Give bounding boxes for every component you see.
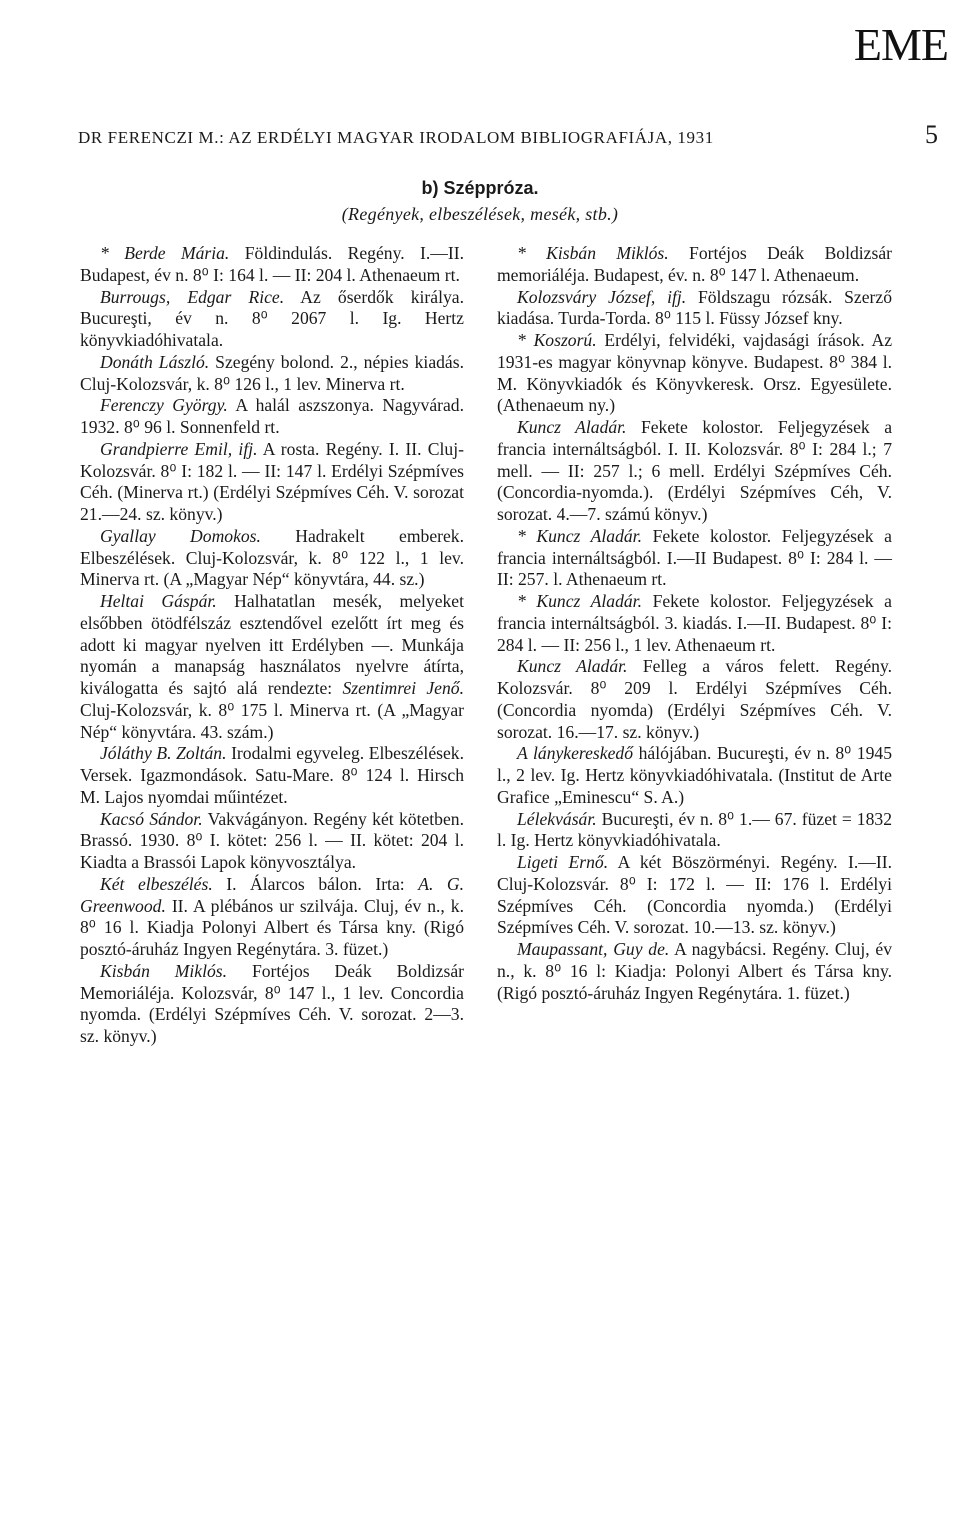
entry-text: A nagybácsi. Regény. Cluj, év n., k. 8⁰ 16 l: Kiadja: Polonyi Albert és Társa kny. (Rigó posztó-áruház Ingyen Regénytára. 1. füzet.) (497, 939, 893, 1003)
entry-author: Kacsó Sándor. (100, 808, 203, 829)
entry-author: Ligeti Ernő. (517, 852, 609, 872)
entry-author: Ferenczy György. (100, 395, 228, 416)
entry-author: Lélekvásár. (517, 808, 597, 829)
entry-text: Vakvágányon. Regény két kötetben. Brassó. 1930. 8⁰ I. kötet: 256 l. — II. kötet: 204 l. Kiadta a Brassói Lapok könyvosztálya. (80, 808, 464, 872)
bibliography-entry (497, 809, 892, 853)
entry-text: Hadrakelt emberek. Elbeszélések. Cluj-Kolozsvár, k. 8⁰ 122 l., 1 lev. Minerva rt. (A „Magyar Nép“ könyvtára, 44. sz.) (80, 525, 464, 590)
bibliography-entry (497, 939, 892, 1004)
entry-author: * Berde Mária. (100, 243, 230, 263)
bibliography-entry (497, 417, 892, 526)
entry-text: Földindulás. Regény. I.—II. Budapest, év n. 8⁰ I: 164 l. — II: 204 l. Athenaeum rt. (80, 243, 464, 285)
entry-author: Donáth László. (100, 351, 210, 372)
entry-author: * Koszorú. (517, 330, 597, 350)
entry-author: Jóláthy B. Zoltán. (100, 743, 227, 764)
section-title: b) Széppróza. (421, 178, 539, 198)
entry-text: Fekete kolostor. Feljegyzések a francia internáltságból. 3. kiadás. I.—II. Budapest. 8⁰ I: 284 l. — II: 256 l., 1 lev. Athenaeum rt. (497, 591, 892, 655)
bibliography-entry (80, 287, 464, 352)
entry-author: Kolozsváry József, ifj. (517, 286, 687, 307)
left-column (80, 243, 464, 1048)
entry-text: Bucureşti, év n. 8⁰ 1.— 67. füzet = 1832 l. Ig. Hertz könyvkiadóhivatala. (497, 808, 892, 851)
bibliography-entry (80, 743, 464, 808)
bibliography-entry (497, 591, 892, 656)
entry-text: A két Böszörményi. Regény. I.—II. Cluj-Kolozsvár. 8⁰ I: 172 l. — II: 176 l. Erdélyi Szépmíves Céh. (Concordia nyomda.) (Erdélyi Szépmíves Céh. V. sorozat. 10.—13. sz. könyv.) (497, 852, 892, 938)
entry-person: Szentimrei Jenő. (342, 678, 464, 698)
bibliography-entry (497, 330, 892, 417)
page-number: 5 (925, 120, 938, 149)
entry-text: Az őserdők királya. Bucureşti, év n. 8⁰ 2067 l. Ig. Hertz könyvkiadóhivatala. (80, 286, 464, 350)
entry-text: Fekete kolostor. Feljegyzések a francia internáltságból. I.—II Budapest. 8⁰ I: 284 l. — II: 257. l. Athenaeum rt. (497, 525, 892, 590)
entry-author: Kuncz Aladár. (517, 417, 627, 437)
bibliography-entry (80, 439, 464, 526)
entry-text: Irodalmi egyveleg. Elbeszélések. Versek. Igazmondások. Satu-Mare. 8⁰ 124 l. Hirsch M. Lajos nyomdai műintézet. (80, 743, 464, 807)
running-head-title: DR FERENCZI M.: AZ ERDÉLYI MAGYAR IRODALOM BIBLIOGRAFIÁJA, 1931 (78, 128, 714, 147)
entry-text: hálójában. Bucureşti, év n. 8⁰ 1945 l., 2 lev. Ig. Hertz könyvkiadóhivatala. (Institut de Arte Grafice „Eminescu“ S. A.) (497, 743, 892, 807)
entry-author: Kuncz Aladár. (517, 656, 628, 677)
entry-author: Maupassant, Guy de. (517, 939, 670, 959)
bibliography-entry (80, 874, 464, 961)
entry-person: A. G. Greenwood. (80, 873, 464, 916)
bibliography-entry (80, 591, 464, 743)
entry-text-tail: II. A plébános ur szilvája. Cluj, év n., k. 8⁰ 16 l. Kiadja Polonyi Albert és Társa kny. (Rigó posztó-áruház Ingyen Regénytára. 3. füzet.) (80, 895, 464, 959)
entry-author: * Kuncz Aladár. (517, 591, 642, 611)
entry-text: A halál aszszonya. Nagyvárad. 1932. 8⁰ 96 l. Sonnenfeld rt. (80, 395, 465, 437)
entry-author: Két elbeszélés. (100, 873, 213, 894)
entry-text: Fortéjos Deák Boldizsár Memoriáléja. Kolozsvár, 8⁰ 147 l., 1 lev. Concordia nyomda. (Erdélyi Szépmíves Céh. V. sorozat. 2—3. sz. könyv.) (80, 960, 464, 1046)
bibliography-entry (497, 526, 892, 591)
bibliography-entry (497, 852, 892, 939)
section-subtitle: (Regények, elbeszélések, mesék, stb.) (341, 204, 619, 224)
bibliography-entry (80, 961, 464, 1048)
entry-text: Fekete kolostor. Feljegyzések a francia internáltságból. I. II. Kolozsvár. 8⁰ I: 284 l.; 7 mell. — II: 257 l.; 6 mell. Erdélyi Szépmíves Céh. (Concordia-nyomda.). (Erdélyi Szépmíves Céh, V. sorozat. 4.—7. számú könyv.) (497, 417, 893, 524)
bibliography-entry (80, 526, 464, 591)
bibliography-entry (80, 395, 464, 439)
bibliography-entry (497, 743, 892, 808)
bibliography-entry (80, 809, 464, 874)
entry-author: Burrougs, Edgar Rice. (100, 286, 285, 307)
entry-text: Erdélyi, felvidéki, vajdasági írások. Az 1931-es magyar könyvnap könyve. Budapest. 8⁰ 384 l. M. Könyvkiadók és Könyvkeresk. Orsz. Egyesülete. (Athenaeum ny.) (497, 330, 892, 416)
entry-author: * Kuncz Aladár. (517, 525, 642, 546)
bibliography-entry (497, 243, 892, 287)
right-column (497, 243, 892, 1004)
entry-text: Halhatatlan mesék, melyeket elsőbben ötödfélszáz esztendővel ezelőtt írt meg és adott ki magyar nyelven itt Erdélyben —. Munkája nyomán a manapság használatos nyelvre átírta, kiválogatta és sajtó alá rendezte: (80, 591, 464, 698)
entry-text: A rosta. Regény. I. II. Cluj-Kolozsvár. 8⁰ I: 182 l. — II: 147 l. Erdélyi Szépmíves Céh. (Minerva rt.) (Erdélyi Szépmíves Céh. V. sorozat 21.—24. sz. könyv.) (80, 438, 464, 524)
bibliography-entry (80, 243, 464, 287)
entry-author: Heltai Gáspár. (100, 591, 217, 611)
entry-text: Felleg a város felett. Regény. Kolozsvár. 8⁰ 209 l. Erdélyi Szépmíves Céh. (Concordia nyomda) (Erdélyi Szépmíves Céh. V. sorozat. 16.—17. sz. könyv.) (497, 656, 892, 742)
publisher-logo: EME (853, 19, 948, 70)
entry-text: Fortéjos Deák Boldizsár memoriáléja. Budapest, év. n. 8⁰ 147 l. Athenaeum. (497, 243, 892, 285)
bibliography-entry (497, 287, 892, 331)
entry-text: I. Álarcos bálon. Irta: (226, 873, 405, 894)
entry-author: Kisbán Miklós. (100, 960, 228, 981)
entry-author: A lánykereskedő (517, 743, 633, 764)
entry-author: Gyallay Domokos. (100, 525, 261, 546)
entry-text: Szegény bolond. 2., népies kiadás. Cluj-Kolozsvár, k. 8⁰ 126 l., 1 lev. Minerva rt. (80, 351, 464, 394)
entry-text-tail: Cluj-Kolozsvár, k. 8⁰ 175 l. Minerva rt. (A „Magyar Nép“ könyvtára. 43. szám.) (80, 699, 464, 742)
entry-author: Grandpierre Emil, ifj. (100, 438, 258, 459)
bibliography-entry (80, 352, 464, 396)
running-head (78, 120, 938, 150)
entry-author: * Kisbán Miklós. (517, 243, 669, 263)
entry-text: Földszagu rózsák. Szerző kiadása. Turda-Torda. 8⁰ 115 l. Füssy József kny. (497, 286, 892, 329)
bibliography-entry (497, 656, 892, 743)
